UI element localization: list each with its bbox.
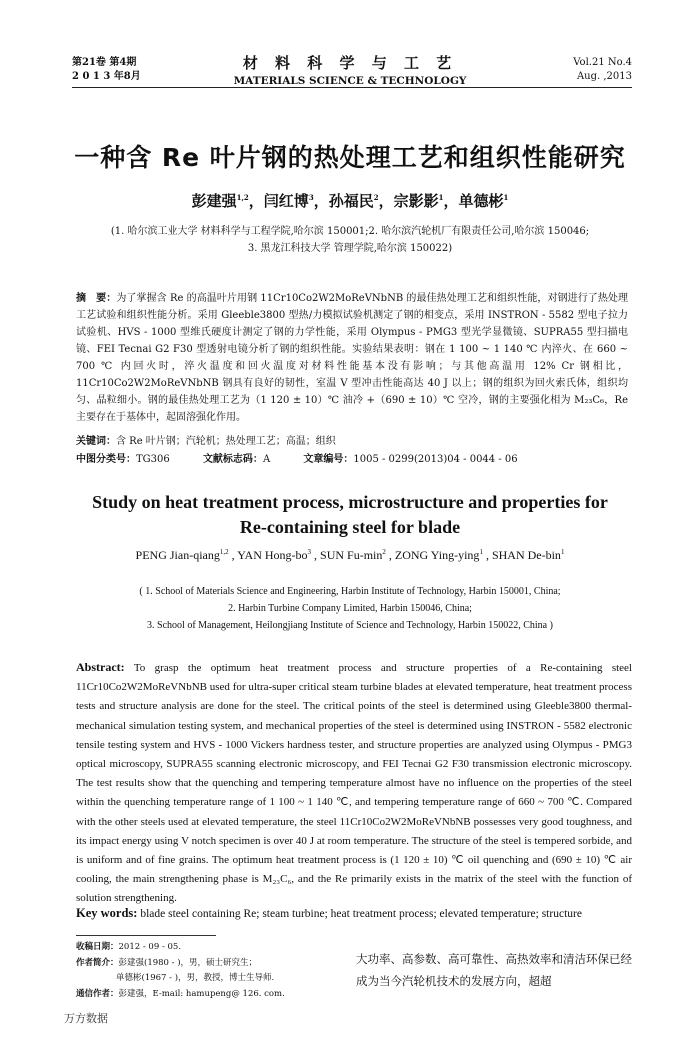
keywords-cn — [76, 432, 628, 447]
header-divider — [72, 87, 632, 88]
header-journal-block — [200, 52, 500, 87]
author-name: YAN Hong-bo — [237, 548, 308, 562]
keywords-label-cn: 关键词： — [76, 436, 116, 447]
journal-header — [0, 0, 700, 90]
author-sup: 1 — [438, 193, 444, 202]
author-name: 闫红博 — [263, 192, 309, 210]
received-line — [76, 940, 376, 956]
author-sup: 1 — [479, 548, 483, 556]
author-sup: 1,2 — [236, 193, 249, 202]
author-sup: 1 — [560, 548, 565, 556]
affiliation-line: ( 1. School of Materials Science and Engineering, Harbin Institute of Technology, Harbin 150001, China; — [139, 586, 561, 597]
author-sup: 3 — [307, 548, 312, 556]
header-date-en: Aug. ,2013 — [576, 71, 632, 82]
paper-title-cn: 一种含 Re 叶片钢的热处理工艺和组织性能研究 — [74, 143, 626, 172]
author-sup: 2 — [373, 193, 379, 202]
abstract-text-en: To grasp the optimum heat treatment process and structure properties of a Re-containing steel 11Cr10Co2W2MoReVNbNB used for ultra-super critical steam turbine blades at elevated temperature, heat treatment process tests and structure analysis are done for the steel. The critical points of the steel is determined using Gleeble3800 thermal-mechanical simulation testing system, and mechanical properties of the steel is determined using INSTRON - 5582 electronic tensile testing system and HVS - 1000 Vickers hardness tester, and structure properties are analyzed using Olympus - PMG3 optical microscopy, SUPRA55 scanning electronic microscopy, and FEI Tecnai G2 F30 transmission electronic microscopy. The test results show that the quenching and tempering temperature almost have no influence on the properties of the steel within the quenching temperature range of 1 100 ~ 1 140 ℃, and tempering temperature range of 660 ~ 700 ℃. Compared with the other steels used at elevated temperature, the steel 11Cr10Co2W2MoReVNbNB possesses very good toughness, and its impact energy using V notch specimen is over 40 J at room temperature. The structure of the steel is tempered sorbide, and is uniform and of fine grains. The optimum heat treatment process is (1 120 ± 10) ℃ oil quenching and (690 ± 10) ℃ air cooling, the main strengthening phase is M₂₃C₆, and the Re primarily exists in the matrix of the steel with the function of solution strengthening. — [76, 662, 632, 905]
affiliation-line: 3. School of Management, Heilongjiang Institute of Science and Technology, Harbin 150022, China ) — [147, 620, 553, 631]
journal-name-en: MATERIALS SCIENCE & TECHNOLOGY — [233, 75, 467, 87]
abstract-cn — [76, 290, 628, 426]
received-date: 2012 - 09 - 05. — [118, 942, 182, 952]
affiliations-en — [90, 583, 610, 634]
classification-line — [76, 450, 628, 465]
footnote-divider — [76, 935, 216, 936]
article-number-item — [303, 454, 517, 465]
contact-line — [76, 987, 376, 1003]
abstract-label-en: Abstract: — [76, 660, 125, 674]
author-name: 孙福民 — [328, 192, 374, 210]
author-sep: ， — [378, 192, 394, 210]
author-name: 彭建强 — [191, 192, 237, 210]
author-sep: , — [482, 548, 492, 562]
doc-code-item — [203, 454, 270, 465]
article-number-label: 文章编号： — [303, 454, 354, 465]
paper-title-en — [60, 490, 640, 540]
keywords-en — [76, 906, 632, 921]
affiliation-line: 2. Harbin Turbine Company Limited, Harbin 150046, China; — [228, 603, 472, 614]
keywords-text-en: blade steel containing Re; steam turbine; heat treatment process; elevated temperature; structure — [137, 908, 582, 920]
author-name: ZONG Ying-ying — [394, 548, 480, 562]
keywords-text-cn: 含 Re 叶片钢；汽轮机；热处理工艺；高温；组织 — [116, 436, 336, 447]
doc-code-value: A — [262, 454, 271, 465]
footnotes — [76, 940, 376, 1002]
author-name: 单德彬 — [458, 192, 504, 210]
bio-line — [76, 956, 376, 972]
header-volume-block — [72, 56, 141, 84]
clc-value: TG306 — [136, 454, 170, 465]
author-list-en — [60, 548, 640, 563]
title-line: Re-containing steel for blade — [239, 517, 461, 537]
contact-text: 彭建强，E-mail: hamupeng@ 126. com. — [118, 988, 285, 999]
author-sep: , — [228, 548, 238, 562]
affiliation-line: (1. 哈尔滨工业大学 材料科学与工程学院,哈尔滨 150001;2. 哈尔滨汽轮机厂有限责任公司,哈尔滨 150046; — [110, 226, 590, 237]
clc-label: 中图分类号： — [76, 454, 136, 465]
author-sup: 1 — [503, 193, 509, 202]
body-text-start: 大功率、高参数、高可靠性、高热效率和清洁环保已经成为当今汽轮机技术的发展方向，超超 — [356, 952, 632, 988]
author-name: PENG Jian-qiang — [135, 548, 220, 562]
bio-line: 单德彬(1967 - )，男，教授，博士生导师. — [116, 973, 275, 983]
author-sup: 3 — [308, 193, 314, 202]
author-sup: 2 — [382, 548, 386, 556]
author-name: SUN Fu-min — [320, 548, 383, 562]
author-sup: 1,2 — [219, 548, 229, 556]
author-sep: ， — [248, 192, 264, 210]
abstract-label-cn: 摘 要： — [76, 293, 117, 304]
title-line: Study on heat treatment process, microstructure and properties for — [92, 492, 608, 512]
journal-name-cn: 材 料 科 学 与 工 艺 — [242, 54, 458, 72]
doc-code-label: 文献标志码： — [202, 454, 263, 465]
header-issue-block — [573, 56, 632, 84]
author-sep: ， — [313, 192, 329, 210]
header-date: 2 0 1 3 年8月 — [72, 71, 141, 82]
affiliations-cn — [90, 223, 610, 257]
bio-label: 作者简介： — [76, 957, 119, 968]
author-sep: , — [385, 548, 395, 562]
watermark: 万方数据 — [64, 1012, 108, 1025]
affiliation-line: 3. 黑龙江科技大学 管理学院,哈尔滨 150022) — [247, 243, 453, 254]
header-volume: 第21卷 第4期 — [72, 57, 137, 68]
header-vol-en: Vol.21 No.4 — [573, 57, 632, 68]
author-name: SHAN De-bin — [491, 548, 561, 562]
received-label: 收稿日期： — [76, 942, 119, 952]
contact-label: 通信作者： — [76, 988, 119, 999]
author-list-cn — [50, 190, 650, 211]
clc-item — [76, 454, 170, 465]
keywords-label-en: Key words: — [76, 906, 138, 920]
author-sep: ， — [443, 192, 459, 210]
bio-text: 彭建强(1980 - )，男，硕士研究生； — [118, 957, 258, 968]
abstract-text-cn: 为了掌握含 Re 的高温叶片用钢 11Cr10Co2W2MoReVNbNB 的最佳热处理工艺和组织性能，对钢进行了热处理工艺试验和组织性能分析。采用 Gleeble3800 型热/力模拟试验机测定了钢的相变点，采用 INSTRON - 5582 型电子拉力试验机、HVS - 1000 型维氏硬度计测定了钢的力学性能，采用 Olympus - PMG3 型光学显微镜、SUPRA55 型扫描电镜、FEI Tecnai G2 F30 型透射电镜分析了钢的组织性能。实验结果表明：钢在 1 100 ~ 1 140 ℃ 内淬火、在 660 ~ 700 ℃ 内回火时，淬火温度和回火温度对材料性能基本没有影响；与其他高温用 12% Cr 钢相比，11Cr10Co2W2MoReVNbNB 钢具有良好的韧性，室温 V 型冲击性能高达 40 J 以上；钢的组织为回火索氏体，组织均匀、晶粒细小。钢的最佳热处理工艺为（1 120 ± 10）℃ 油冷 +（690 ± 10）℃ 空冷，钢的主要强化相为 M₂₃C₆，Re 主要存在于基体中，起固溶强化作用。 — [76, 293, 629, 423]
article-number-value: 1005 - 0299(2013)04 - 0044 - 06 — [353, 454, 518, 465]
abstract-en — [76, 658, 632, 909]
author-name: 宗影影 — [393, 192, 439, 210]
author-sep: , — [311, 548, 321, 562]
